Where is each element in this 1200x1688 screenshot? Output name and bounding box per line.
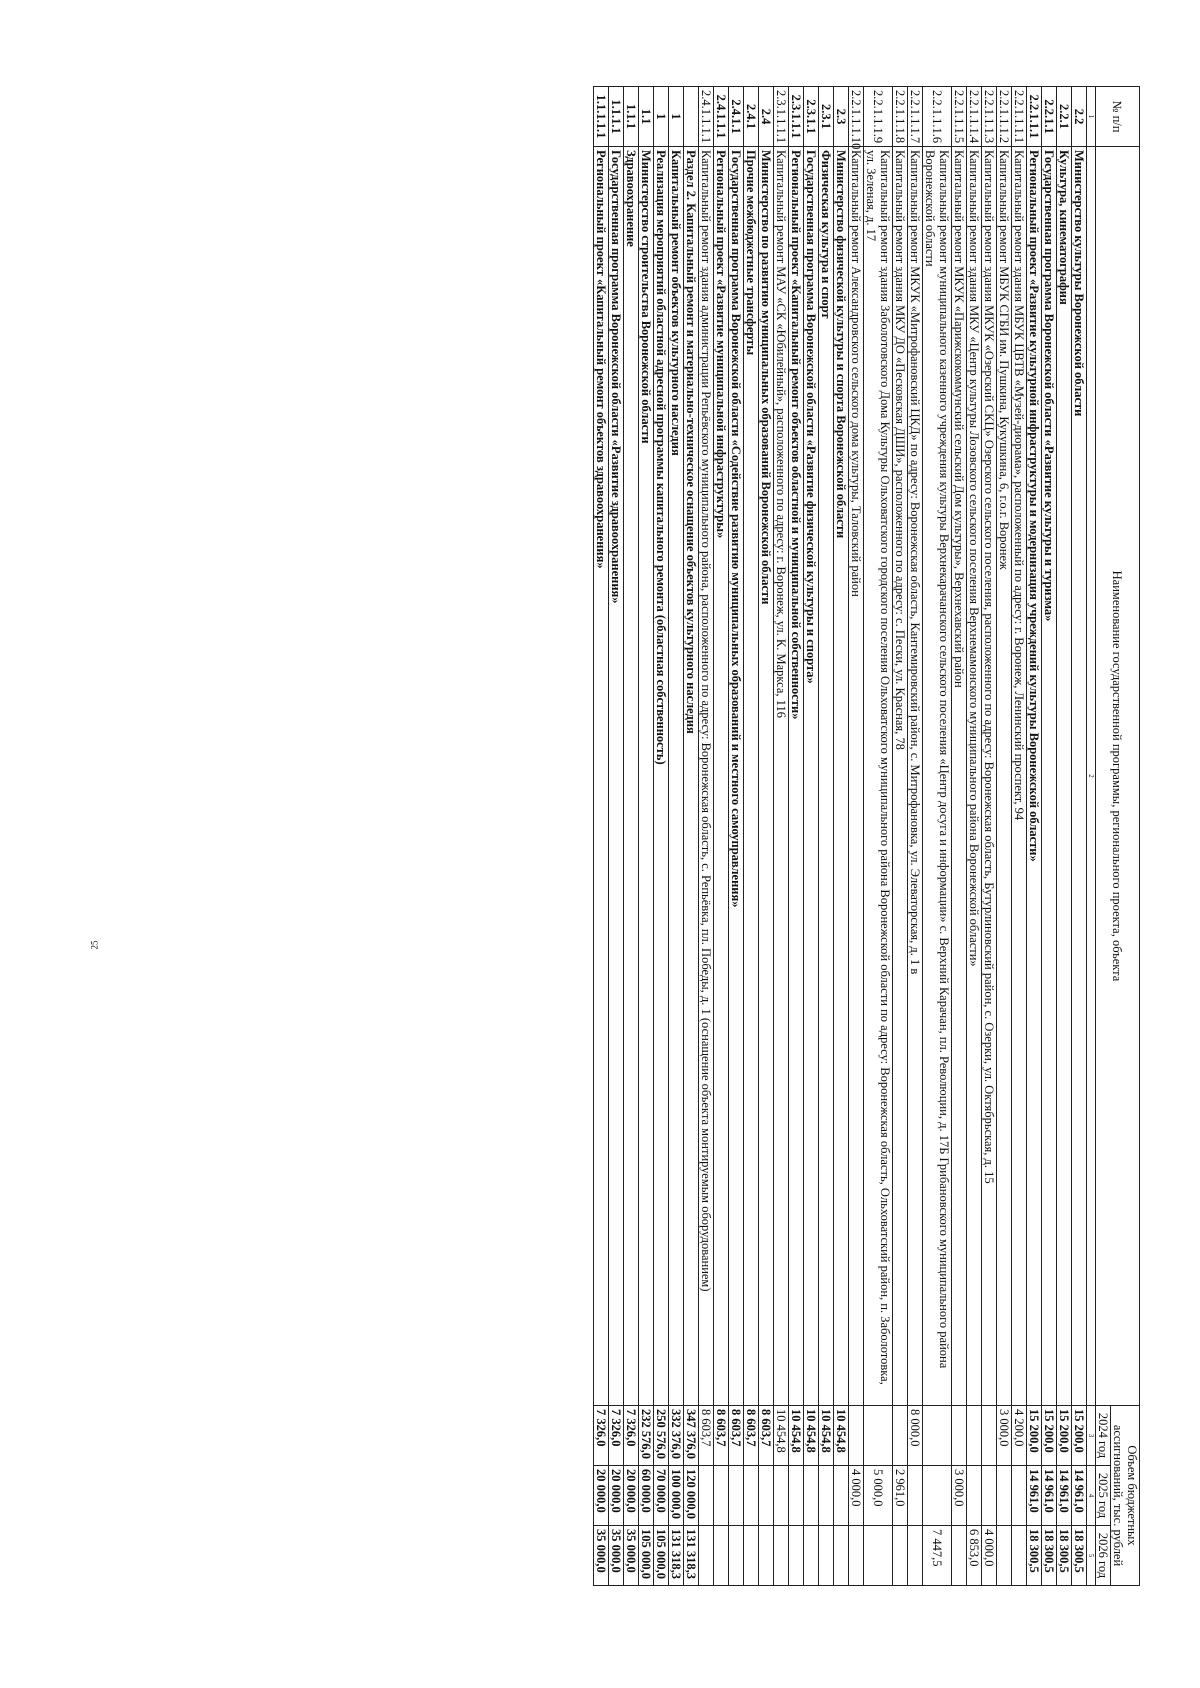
value-2025-cell: 14 961,0 <box>1057 1466 1072 1526</box>
row-name-cell: Региональный проект «Капитальный ремонт объектов областной и муниципальной собственности» <box>789 147 804 1406</box>
row-number-cell: 1.1 <box>639 87 654 147</box>
table-row <box>759 87 774 1586</box>
row-number-cell: 2.3 <box>834 87 849 147</box>
value-2025-cell <box>744 1466 759 1526</box>
row-name-cell: Капитальный ремонт МКУК «Митрофановский ЦКД» по адресу: Воронежская область, Кантемировский район, с. Митрофановка, ул. Элеваторская, д. 1 в <box>908 147 923 1406</box>
value-2026-cell <box>729 1526 744 1586</box>
row-number-cell <box>684 87 699 147</box>
value-2024-cell: 8 000,0 <box>908 1406 923 1466</box>
value-2026-cell: 18 300,5 <box>1042 1526 1057 1586</box>
row-number-cell: 2.2.1.1.1.10 <box>849 87 864 147</box>
row-name-cell: Министерство культуры Воронежской области <box>1072 147 1087 1406</box>
table-row <box>1072 87 1087 1586</box>
row-number-cell: 2.4.1 <box>744 87 759 147</box>
value-2025-cell <box>982 1466 997 1526</box>
table-row <box>744 87 759 1586</box>
value-2025-cell: 2 961,0 <box>893 1466 908 1526</box>
table-row <box>609 87 624 1586</box>
row-number-cell: 2.2.1.1.1.5 <box>952 87 967 147</box>
value-2026-cell <box>849 1526 864 1586</box>
row-number-cell: 2.2.1.1.1.4 <box>967 87 982 147</box>
value-2024-cell: 8 603,7 <box>729 1406 744 1466</box>
header-budget: Объем бюджетных ассигнований, тыс. рублей <box>1111 1406 1140 1586</box>
value-2024-cell: 8 603,7 <box>744 1406 759 1466</box>
row-name-cell: Физическая культура и спорт <box>819 147 834 1406</box>
row-number-cell: 2.2.1.1.1.1 <box>1012 87 1027 147</box>
row-number-cell: 1 <box>669 87 684 147</box>
row-name-cell: Здравоохранение <box>624 147 639 1406</box>
row-name-cell: Региональный проект «Развитие культурной инфраструктуры и модернизация учреждений культуры Воронежской области» <box>1027 147 1042 1406</box>
value-2025-cell <box>699 1466 714 1526</box>
row-name-cell: Министерство строительства Воронежской области <box>639 147 654 1406</box>
row-number-cell: 2.3.1.1 <box>804 87 819 147</box>
value-2025-cell: 4 000,0 <box>849 1466 864 1526</box>
row-name-cell: Раздел 2. Капитальный ремонт и материально-техническое оснащение объектов культурного наследия <box>684 147 699 1406</box>
value-2024-cell: 347 376,0 <box>684 1406 699 1466</box>
value-2026-cell <box>714 1526 729 1586</box>
value-2026-cell: 35 000,0 <box>609 1526 624 1586</box>
value-2024-cell: 10 454,8 <box>789 1406 804 1466</box>
table-row <box>967 87 982 1586</box>
row-number-cell: 2.2.1.1.1.2 <box>997 87 1012 147</box>
value-2025-cell: 120 000,0 <box>684 1466 699 1526</box>
value-2024-cell: 250 576,0 <box>654 1406 669 1466</box>
value-2024-cell: 4 200,0 <box>1012 1406 1027 1466</box>
value-2024-cell: 15 200,0 <box>1042 1406 1057 1466</box>
value-2024-cell: 8 603,7 <box>699 1406 714 1466</box>
table-row <box>849 87 864 1586</box>
value-2025-cell <box>1012 1466 1027 1526</box>
value-2024-cell: 15 200,0 <box>1072 1406 1087 1466</box>
row-name-cell: Реализация мероприятий областной адресной программы капитального ремонта (областная собственность) <box>654 147 669 1406</box>
value-2024-cell: 3 000,0 <box>997 1406 1012 1466</box>
value-2026-cell: 105 000,0 <box>654 1526 669 1586</box>
value-2025-cell: 100 000,0 <box>669 1466 684 1526</box>
value-2026-cell <box>893 1526 908 1586</box>
value-2024-cell <box>982 1406 997 1466</box>
header-year-2024: 2024 год <box>1096 1406 1111 1466</box>
row-name-cell: Региональный проект «Развитие муниципальной инфраструктуры» <box>714 147 729 1406</box>
value-2024-cell <box>864 1406 893 1466</box>
page-number: 25 <box>89 940 100 950</box>
value-2026-cell: 18 300,5 <box>1057 1526 1072 1586</box>
row-number-cell: 2.2.1.1.1 <box>1027 87 1042 147</box>
value-2025-cell <box>923 1466 952 1526</box>
header-year-2025: 2025 год <box>1096 1466 1111 1526</box>
row-name-cell: Капитальный ремонт МАУ «СК «Юбилейный», расположенного по адресу: г. Воронеж, ул. К. Маркса, 116 <box>774 147 789 1406</box>
col-index: 2 <box>1087 147 1096 1406</box>
value-2026-cell <box>864 1526 893 1586</box>
value-2024-cell: 15 200,0 <box>1057 1406 1072 1466</box>
value-2026-cell <box>744 1526 759 1586</box>
header-name: Наименование государственной программы, регионального проекта, объекта <box>1096 147 1140 1406</box>
table-row <box>864 87 893 1586</box>
table-row <box>952 87 967 1586</box>
value-2024-cell: 10 454,8 <box>819 1406 834 1466</box>
table-row <box>594 87 609 1586</box>
value-2026-cell: 18 300,5 <box>1027 1526 1042 1586</box>
row-number-cell: 2.3.1.1.1 <box>789 87 804 147</box>
budget-table <box>593 86 1140 1586</box>
table-row <box>669 87 684 1586</box>
value-2025-cell <box>759 1466 774 1526</box>
value-2026-cell: 35 000,0 <box>594 1526 609 1586</box>
row-number-cell: 2.4.1.1.1.1 <box>699 87 714 147</box>
row-name-cell: Министерство по развитию муниципальных образований Воронежской области <box>759 147 774 1406</box>
value-2025-cell <box>789 1466 804 1526</box>
row-name-cell: Капитальный ремонт здания администрации Репьёвского муниципального района, расположенного по адресу: Воронежская область, с. Репьёвка, пл. Победы, д. 1 (оснащение объекта монтируемым оборудованием) <box>699 147 714 1406</box>
row-name-cell: Капитальный ремонт муниципального казенного учреждения культуры Верхнекарачанского сельского поселения «Центр досуга и информации» с. Верхний Карачан, пл. Революции, д. 17Б Грибановского муниципального района Воронежской области <box>923 147 952 1406</box>
value-2026-cell: 6 853,0 <box>967 1526 982 1586</box>
value-2025-cell: 5 000,0 <box>864 1466 893 1526</box>
value-2026-cell <box>789 1526 804 1586</box>
row-number-cell: 2.2.1 <box>1057 87 1072 147</box>
row-name-cell: Капитальный ремонт Александровского сельского дома культуры, Таловский район <box>849 147 864 1406</box>
row-name-cell: Капитальный ремонт здания МКУ «Центр культуры Лозовского сельского поселения Верхнемамонского муниципального района Воронежской области» <box>967 147 982 1406</box>
value-2024-cell <box>849 1406 864 1466</box>
row-name-cell: Прочие межбюджетные трансферты <box>744 147 759 1406</box>
table-row <box>804 87 819 1586</box>
table-row <box>774 87 789 1586</box>
value-2024-cell: 7 326,0 <box>609 1406 624 1466</box>
value-2025-cell <box>819 1466 834 1526</box>
value-2026-cell: 4 000,0 <box>982 1526 997 1586</box>
table-row <box>1012 87 1027 1586</box>
value-2026-cell <box>908 1526 923 1586</box>
row-name-cell: Капитальный ремонт здания МКУК «Озерский СКЦ» Озерского сельского поселения, расположенного по адресу: Воронежская область, Бутурлиновский район, с. Озерки, ул. Октябрьская, д. 15 <box>982 147 997 1406</box>
value-2024-cell <box>967 1406 982 1466</box>
row-number-cell: 2.2.1.1 <box>1042 87 1057 147</box>
value-2026-cell <box>819 1526 834 1586</box>
row-name-cell: Капитальный ремонт объектов культурного наследия <box>669 147 684 1406</box>
table-row <box>729 87 744 1586</box>
value-2025-cell <box>997 1466 1012 1526</box>
row-number-cell: 2.2 <box>1072 87 1087 147</box>
value-2026-cell <box>699 1526 714 1586</box>
value-2024-cell <box>893 1406 908 1466</box>
table-row <box>982 87 997 1586</box>
table-row <box>893 87 908 1586</box>
table-row <box>1027 87 1042 1586</box>
value-2025-cell: 14 961,0 <box>1072 1466 1087 1526</box>
value-2025-cell <box>967 1466 982 1526</box>
row-name-cell: Капитальный ремонт МБУК СГБИ им. Пушкина, Кукушкина, 6, г.о.г. Воронеж <box>997 147 1012 1406</box>
table-row <box>1042 87 1057 1586</box>
value-2024-cell: 10 454,8 <box>774 1406 789 1466</box>
value-2025-cell: 60 000,0 <box>639 1466 654 1526</box>
value-2024-cell: 8 603,7 <box>759 1406 774 1466</box>
row-number-cell: 1.1.1.1.1 <box>594 87 609 147</box>
value-2025-cell <box>834 1466 849 1526</box>
value-2024-cell <box>952 1406 967 1466</box>
table-row <box>997 87 1012 1586</box>
value-2026-cell <box>804 1526 819 1586</box>
value-2024-cell: 7 326,0 <box>594 1406 609 1466</box>
table-row <box>714 87 729 1586</box>
row-number-cell: 2.4 <box>759 87 774 147</box>
table-row <box>639 87 654 1586</box>
table-row <box>624 87 639 1586</box>
value-2026-cell <box>952 1526 967 1586</box>
row-number-cell: 2.2.1.1.1.9 <box>864 87 893 147</box>
row-name-cell: Капитальный ремонт здания Заболотовского Дома Культуры Ольховатского городского поселения Ольховатского муниципального района Воронежской области по адресу: Воронежская область, Ольховатский район, п. Заболотовка, ул. Зеленая, д. 17 <box>864 147 893 1406</box>
col-index: 5 <box>1087 1526 1096 1586</box>
row-name-cell: Капитальный ремонт МКУК «Парижскокоммунский сельский Дом культуры», Верхнехавский район <box>952 147 967 1406</box>
table-row <box>923 87 952 1586</box>
value-2024-cell: 15 200,0 <box>1027 1406 1042 1466</box>
table-row <box>908 87 923 1586</box>
value-2024-cell: 10 454,8 <box>834 1406 849 1466</box>
table-row <box>789 87 804 1586</box>
row-name-cell: Министерство физической культуры и спорта Воронежской области <box>834 147 849 1406</box>
row-number-cell: 2.2.1.1.1.7 <box>908 87 923 147</box>
table-row <box>834 87 849 1586</box>
value-2025-cell: 14 961,0 <box>1027 1466 1042 1526</box>
value-2026-cell: 18 300,5 <box>1072 1526 1087 1586</box>
row-number-cell: 2.4.1.1 <box>729 87 744 147</box>
value-2026-cell <box>997 1526 1012 1586</box>
value-2024-cell: 10 454,8 <box>804 1406 819 1466</box>
value-2025-cell <box>714 1466 729 1526</box>
value-2025-cell: 3 000,0 <box>952 1466 967 1526</box>
header-no: № п/п <box>1096 87 1140 147</box>
value-2026-cell: 105 000,0 <box>639 1526 654 1586</box>
row-number-cell: 1 <box>654 87 669 147</box>
table-row <box>1057 87 1072 1586</box>
value-2025-cell: 70 000,0 <box>654 1466 669 1526</box>
row-number-cell: 1.1.1 <box>624 87 639 147</box>
value-2025-cell: 14 961,0 <box>1042 1466 1057 1526</box>
value-2026-cell <box>759 1526 774 1586</box>
row-name-cell: Капитальный ремонт здания МБУК ЦВТВ «Музей-диорама», расположенный по адресу: г. Воронеж, Ленинский проспект, 94 <box>1012 147 1027 1406</box>
value-2026-cell: 131 318,3 <box>684 1526 699 1586</box>
value-2025-cell: 20 000,0 <box>609 1466 624 1526</box>
row-number-cell: 2.3.1 <box>819 87 834 147</box>
row-name-cell: Государственная программа Воронежской области «Развитие здравоохранения» <box>609 147 624 1406</box>
row-name-cell: Культура, кинематография <box>1057 147 1072 1406</box>
row-number-cell: 2.2.1.1.1.3 <box>982 87 997 147</box>
table-row <box>654 87 669 1586</box>
value-2025-cell <box>804 1466 819 1526</box>
row-name-cell: Государственная программа Воронежской области «Развитие физической культуры и спорта» <box>804 147 819 1406</box>
header-year-2026: 2026 год <box>1096 1526 1111 1586</box>
value-2025-cell <box>774 1466 789 1526</box>
row-number-cell: 2.2.1.1.1.6 <box>923 87 952 147</box>
value-2024-cell: 332 376,0 <box>669 1406 684 1466</box>
row-number-cell: 2.3.1.1.1.1 <box>774 87 789 147</box>
value-2026-cell: 7 447,5 <box>923 1526 952 1586</box>
col-index: 1 <box>1087 87 1096 147</box>
table-row <box>684 87 699 1586</box>
table-row <box>819 87 834 1586</box>
row-number-cell: 2.4.1.1.1 <box>714 87 729 147</box>
value-2026-cell <box>774 1526 789 1586</box>
value-2024-cell: 232 576,0 <box>639 1406 654 1466</box>
value-2026-cell <box>1012 1526 1027 1586</box>
value-2026-cell: 131 318,3 <box>669 1526 684 1586</box>
row-name-cell: Государственная программа Воронежской области «Содействие развитию муниципальных образований и местного самоуправления» <box>729 147 744 1406</box>
value-2025-cell: 20 000,0 <box>624 1466 639 1526</box>
value-2025-cell <box>908 1466 923 1526</box>
col-index: 3 <box>1087 1406 1096 1466</box>
table-body <box>594 87 1087 1586</box>
row-name-cell: Государственная программа Воронежской области «Развитие культуры и туризма» <box>1042 147 1057 1406</box>
value-2025-cell: 20 000,0 <box>594 1466 609 1526</box>
rotated-table-page <box>110 86 1140 1586</box>
row-name-cell: Региональный проект «Капитальный ремонт объектов здравоохранения» <box>594 147 609 1406</box>
row-number-cell: 2.2.1.1.1.8 <box>893 87 908 147</box>
value-2025-cell <box>729 1466 744 1526</box>
value-2026-cell: 35 000,0 <box>624 1526 639 1586</box>
col-index: 4 <box>1087 1466 1096 1526</box>
value-2026-cell <box>834 1526 849 1586</box>
table-row <box>699 87 714 1586</box>
value-2024-cell <box>923 1406 952 1466</box>
value-2024-cell: 7 326,0 <box>624 1406 639 1466</box>
value-2024-cell: 8 603,7 <box>714 1406 729 1466</box>
row-number-cell: 1.1.1.1 <box>609 87 624 147</box>
row-name-cell: Капитальный ремонт здания МКУ ДО «Песковская ДШИ», расположенного по адресу: с. Пески, ул. Красная, 78 <box>893 147 908 1406</box>
